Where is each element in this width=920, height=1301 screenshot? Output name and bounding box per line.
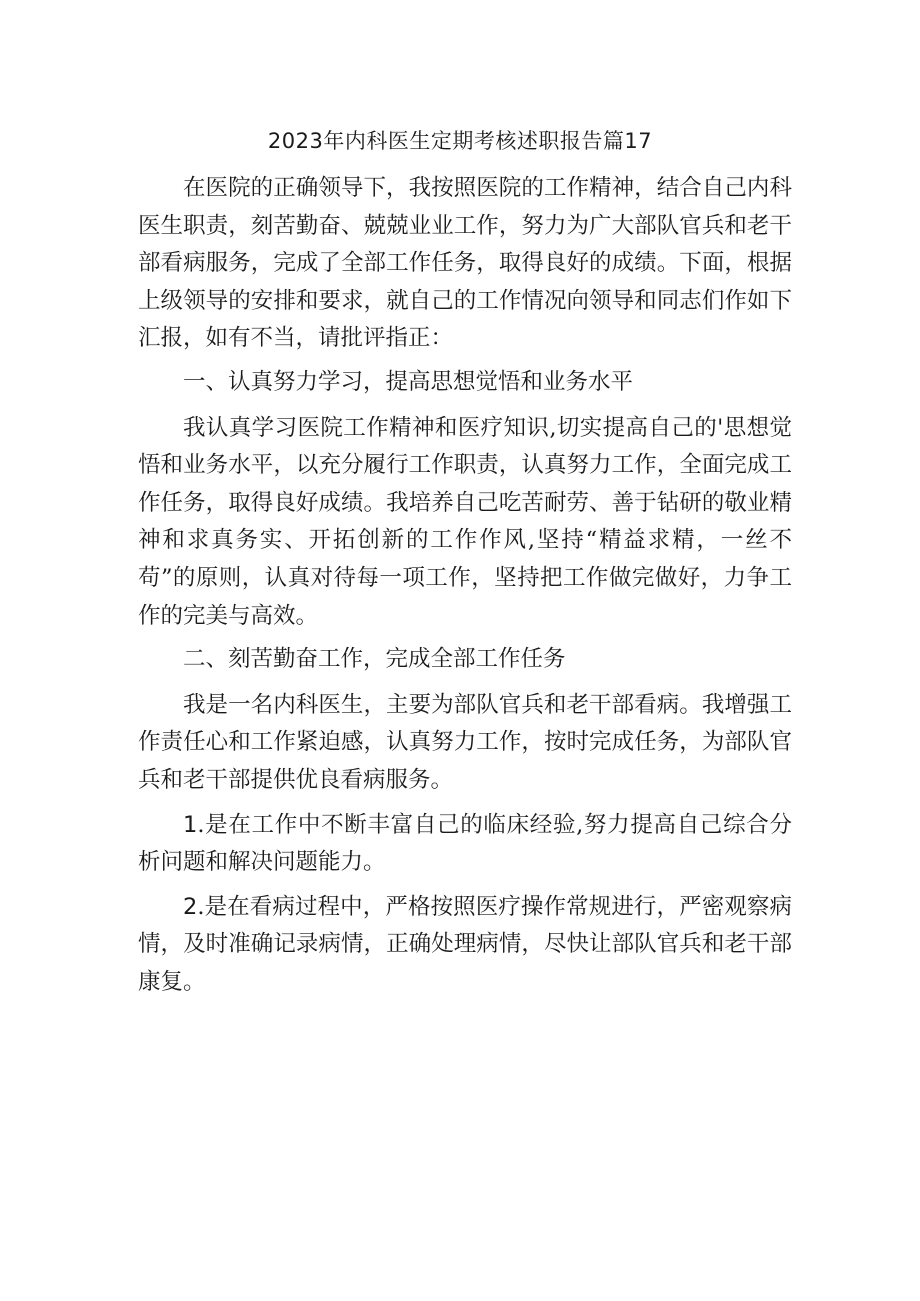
- list-item-2: [138, 889, 792, 1002]
- list-item-2-text: .是在看病过程中，严格按照医疗操作常规进行，严密观察病情，及时准确记录病情，正确处理病情，尽快让部队官兵和老干部康复。: [138, 893, 792, 995]
- section-1-heading: 一、认真努力学习，提高思想觉悟和业务水平: [183, 368, 634, 395]
- list-item-2-number: 2: [183, 893, 198, 920]
- intro-paragraph: 在医院的正确领导下，我按照医院的工作精神，结合自己内科医生职责，刻苦勤奋、兢兢业业工作，努力为广大部队官兵和老干部看病服务，完成了全部工作任务，取得良好的成绩。下面，根据上级领导的安排和要求，就自己的工作情况向领导和同志们作如下汇报，如有不当，请批评指正：: [138, 175, 792, 352]
- list-item-1-number: 1: [183, 811, 198, 838]
- section-2-paragraph: 我是一名内科医生，主要为部队官兵和老干部看病。我增强工作责任心和工作紧迫感，认真努力工作，按时完成任务，为部队官兵和老干部提供优良看病服务。: [138, 691, 792, 793]
- document-body: [138, 170, 792, 1001]
- section-1-paragraph: 我认真学习医院工作精神和医疗知识,切实提高自己的'思想觉悟和业务水平，以充分履行工作职责，认真努力工作，全面完成工作任务，取得良好成绩。我培养自己吃苦耐劳、善于钻研的敬业精神和求真务实、开拓创新的工作作风,坚持“精益求精，一丝不苟”的原则，认真对待每一项工作，坚持把工作做完做好，力争工作的完美与高效。: [138, 414, 792, 629]
- list-item-1: [138, 807, 792, 882]
- section-2-heading: 二、刻苦勤奋工作，完成全部工作任务: [183, 646, 566, 673]
- document-title: 2023年内科医生定期考核述职报告篇17: [267, 129, 653, 153]
- list-item-1-text: .是在工作中不断丰富自己的临床经验,努力提高自己综合分析问题和解决问题能力。: [138, 811, 792, 876]
